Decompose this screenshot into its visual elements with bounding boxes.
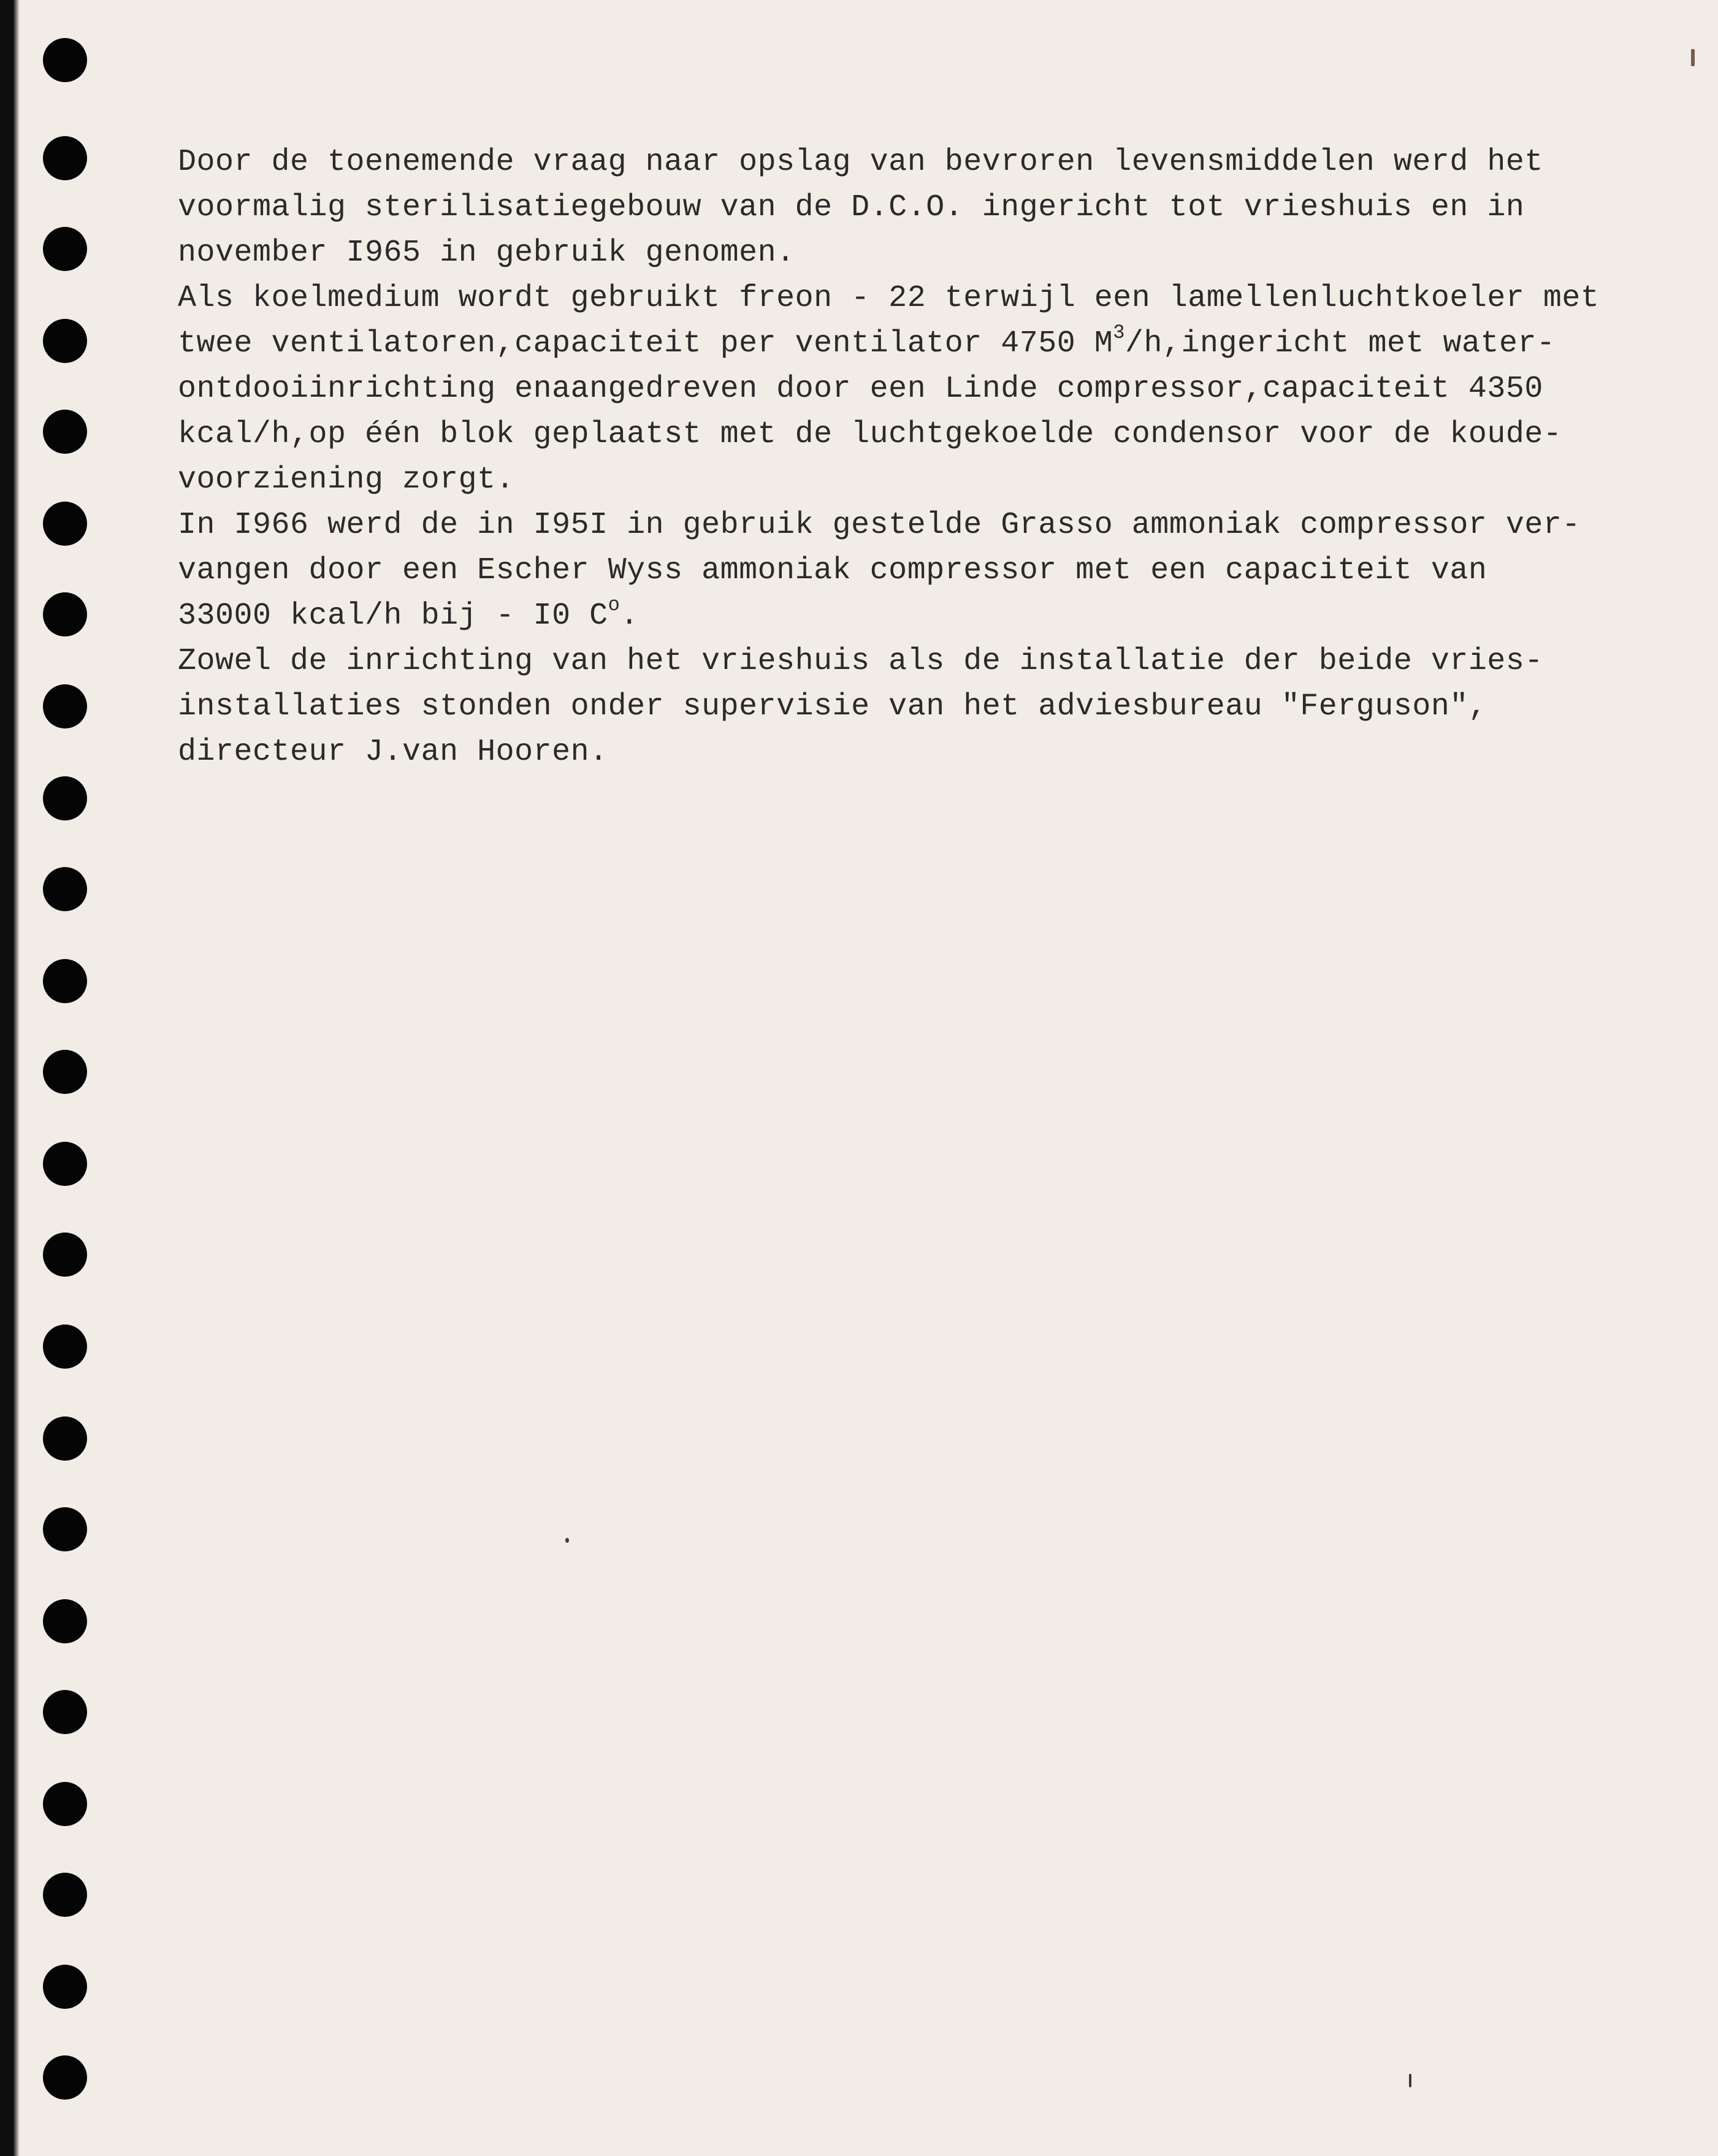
typed-text-body: [178, 140, 1662, 775]
text-line: voorziening zorgt.: [178, 462, 515, 497]
superscript: o: [608, 594, 620, 616]
text-line: ontdooiinrichting enaangedreven door een Linde compressor,capaciteit 4350: [178, 372, 1543, 407]
punch-hole: [43, 1142, 87, 1186]
punch-hole: [43, 1873, 87, 1917]
text-run: .: [620, 598, 639, 633]
text-line: installaties stonden onder supervisie van het adviesbureau "Ferguson",: [178, 689, 1487, 724]
punch-hole: [43, 1233, 87, 1277]
punch-hole: [43, 410, 87, 454]
paper-speck: [1409, 2074, 1411, 2087]
text-line: vangen door een Escher Wyss ammoniak compressor met een capaciteit van: [178, 553, 1487, 588]
punch-hole: [43, 1690, 87, 1734]
paper-speck: [1691, 49, 1695, 66]
punch-hole: [43, 227, 87, 271]
text-run: twee ventilatoren,capaciteit per ventilator 4750 M: [178, 326, 1113, 361]
punch-hole: [43, 2055, 87, 2100]
punch-hole: [43, 38, 87, 82]
text-line: Zowel de inrichting van het vrieshuis als de installatie der beide vries-: [178, 644, 1543, 679]
text-line: [178, 321, 1662, 367]
punch-hole: [43, 1965, 87, 2009]
text-line: [178, 594, 1662, 639]
text-run: 33000 kcal/h bij - I0 C: [178, 598, 608, 633]
text-line: kcal/h,op één blok geplaatst met de luchtgekoelde condensor voor de koude-: [178, 417, 1562, 452]
text-run: /h,ingericht met water-: [1124, 326, 1556, 361]
punch-hole: [43, 867, 87, 911]
superscript: 3: [1113, 321, 1125, 344]
punch-hole: [43, 776, 87, 820]
punch-hole: [43, 1599, 87, 1643]
punch-hole: [43, 502, 87, 546]
punch-hole: [43, 136, 87, 180]
punch-hole: [43, 1325, 87, 1369]
punch-hole: [43, 1416, 87, 1461]
punch-hole: [43, 1782, 87, 1826]
punch-hole: [43, 319, 87, 363]
text-line: In I966 werd de in I95I in gebruik gestelde Grasso ammoniak compressor ver-: [178, 508, 1581, 543]
punch-hole: [43, 1050, 87, 1094]
punch-hole: [43, 1507, 87, 1551]
text-line: directeur J.van Hooren.: [178, 735, 608, 770]
page-edge-shadow: [13, 0, 20, 2156]
text-line: Als koelmedium wordt gebruikt freon - 22 terwijl een lamellenluchtkoeler met: [178, 281, 1600, 316]
punch-hole: [43, 592, 87, 636]
punch-hole: [43, 684, 87, 728]
punch-hole: [43, 959, 87, 1003]
document-page: [13, 0, 1718, 2156]
text-line: voormalig sterilisatiegebouw van de D.C.O. ingericht tot vrieshuis en in: [178, 190, 1525, 225]
text-line: november I965 in gebruik genomen.: [178, 235, 795, 270]
paper-speck: [565, 1538, 569, 1543]
text-line: Door de toenemende vraag naar opslag van bevroren levensmiddelen werd het: [178, 145, 1543, 180]
